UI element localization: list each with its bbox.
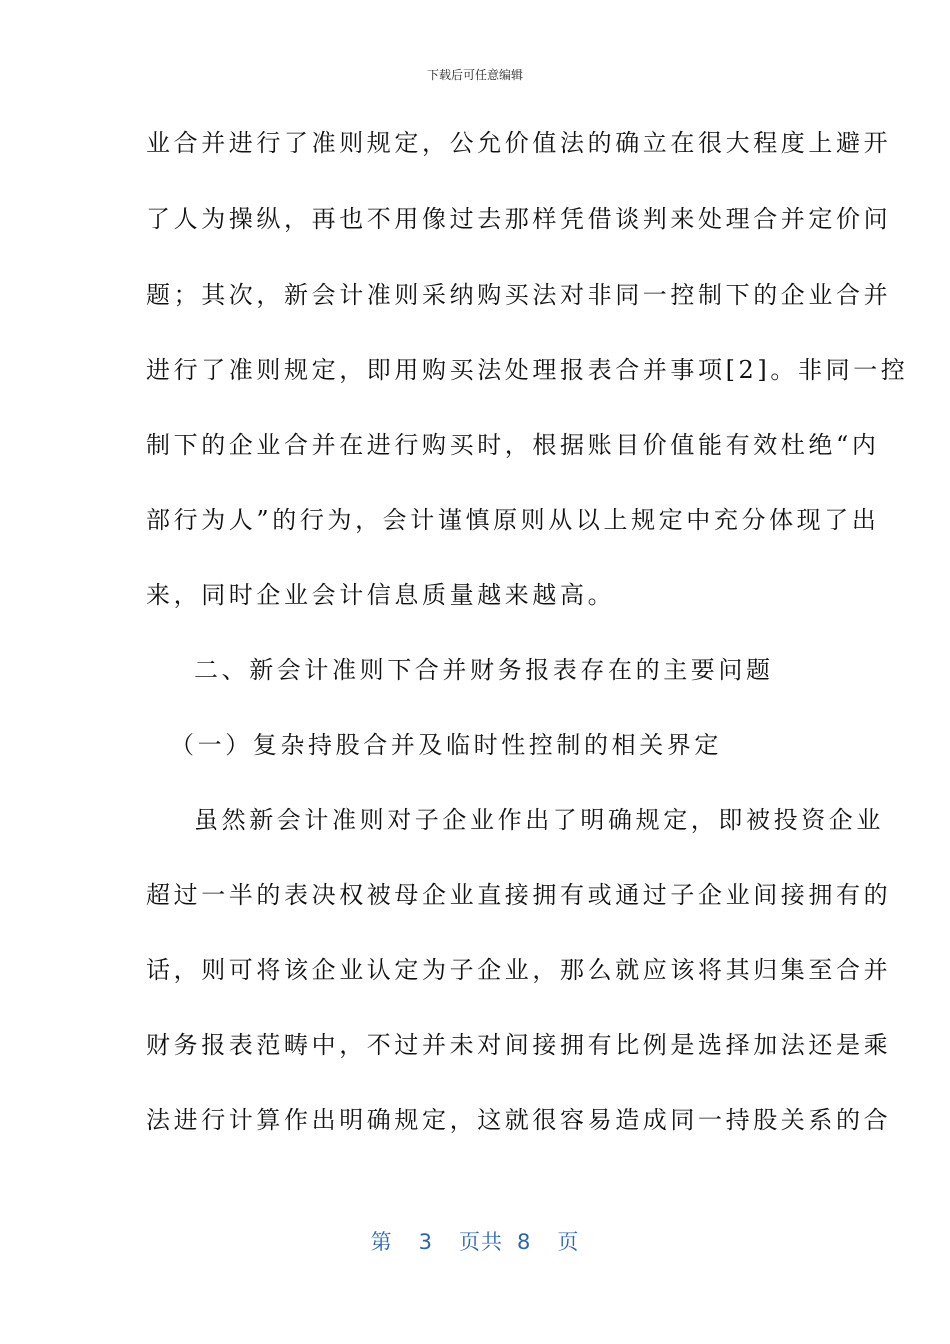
text-line: 了人为操纵，再也不用像过去那样凭借谈判来处理合并定价问 <box>146 205 892 233</box>
text-line: 制下的企业合并在进行购买时，根据账目价值能有效杜绝“内 <box>146 431 880 459</box>
subsection-heading: （一）复杂持股合并及临时性控制的相关界定 <box>170 731 722 759</box>
text-line: 话，则可将该企业认定为子企业，那么就应该将其归集至合并 <box>146 956 892 984</box>
text-line: 法进行计算作出明确规定，这就很容易造成同一持股关系的合 <box>146 1106 892 1134</box>
text-line: 虽然新会计准则对子企业作出了明确规定，即被投资企业 <box>194 806 884 834</box>
footer-suffix: 页 <box>557 1230 580 1254</box>
footer-current-page: 3 <box>418 1230 433 1254</box>
text-line: 业合并进行了准则规定，公允价值法的确立在很大程度上避开 <box>146 129 892 157</box>
footer-total-pages: 8 <box>517 1230 532 1254</box>
text-line: 进行了准则规定，即用购买法处理报表合并事项[2]。非同一控 <box>146 356 909 384</box>
page-header-note: 下载后可任意编辑 <box>426 68 523 82</box>
footer-middle: 页共 <box>459 1230 503 1254</box>
text-line: 来，同时企业会计信息质量越来越高。 <box>146 581 616 609</box>
section-heading: 二、新会计准则下合并财务报表存在的主要问题 <box>194 656 774 684</box>
footer-prefix: 第 <box>370 1230 393 1254</box>
text-line: 财务报表范畴中，不过并未对间接拥有比例是选择加法还是乘 <box>146 1031 892 1059</box>
text-line: 部行为人”的行为，会计谨慎原则从以上规定中充分体现了出 <box>146 506 880 534</box>
page-footer <box>0 1226 950 1256</box>
text-line: 超过一半的表决权被母企业直接拥有或通过子企业间接拥有的 <box>146 881 892 909</box>
text-line: 题；其次，新会计准则采纳购买法对非同一控制下的企业合并 <box>146 281 892 309</box>
